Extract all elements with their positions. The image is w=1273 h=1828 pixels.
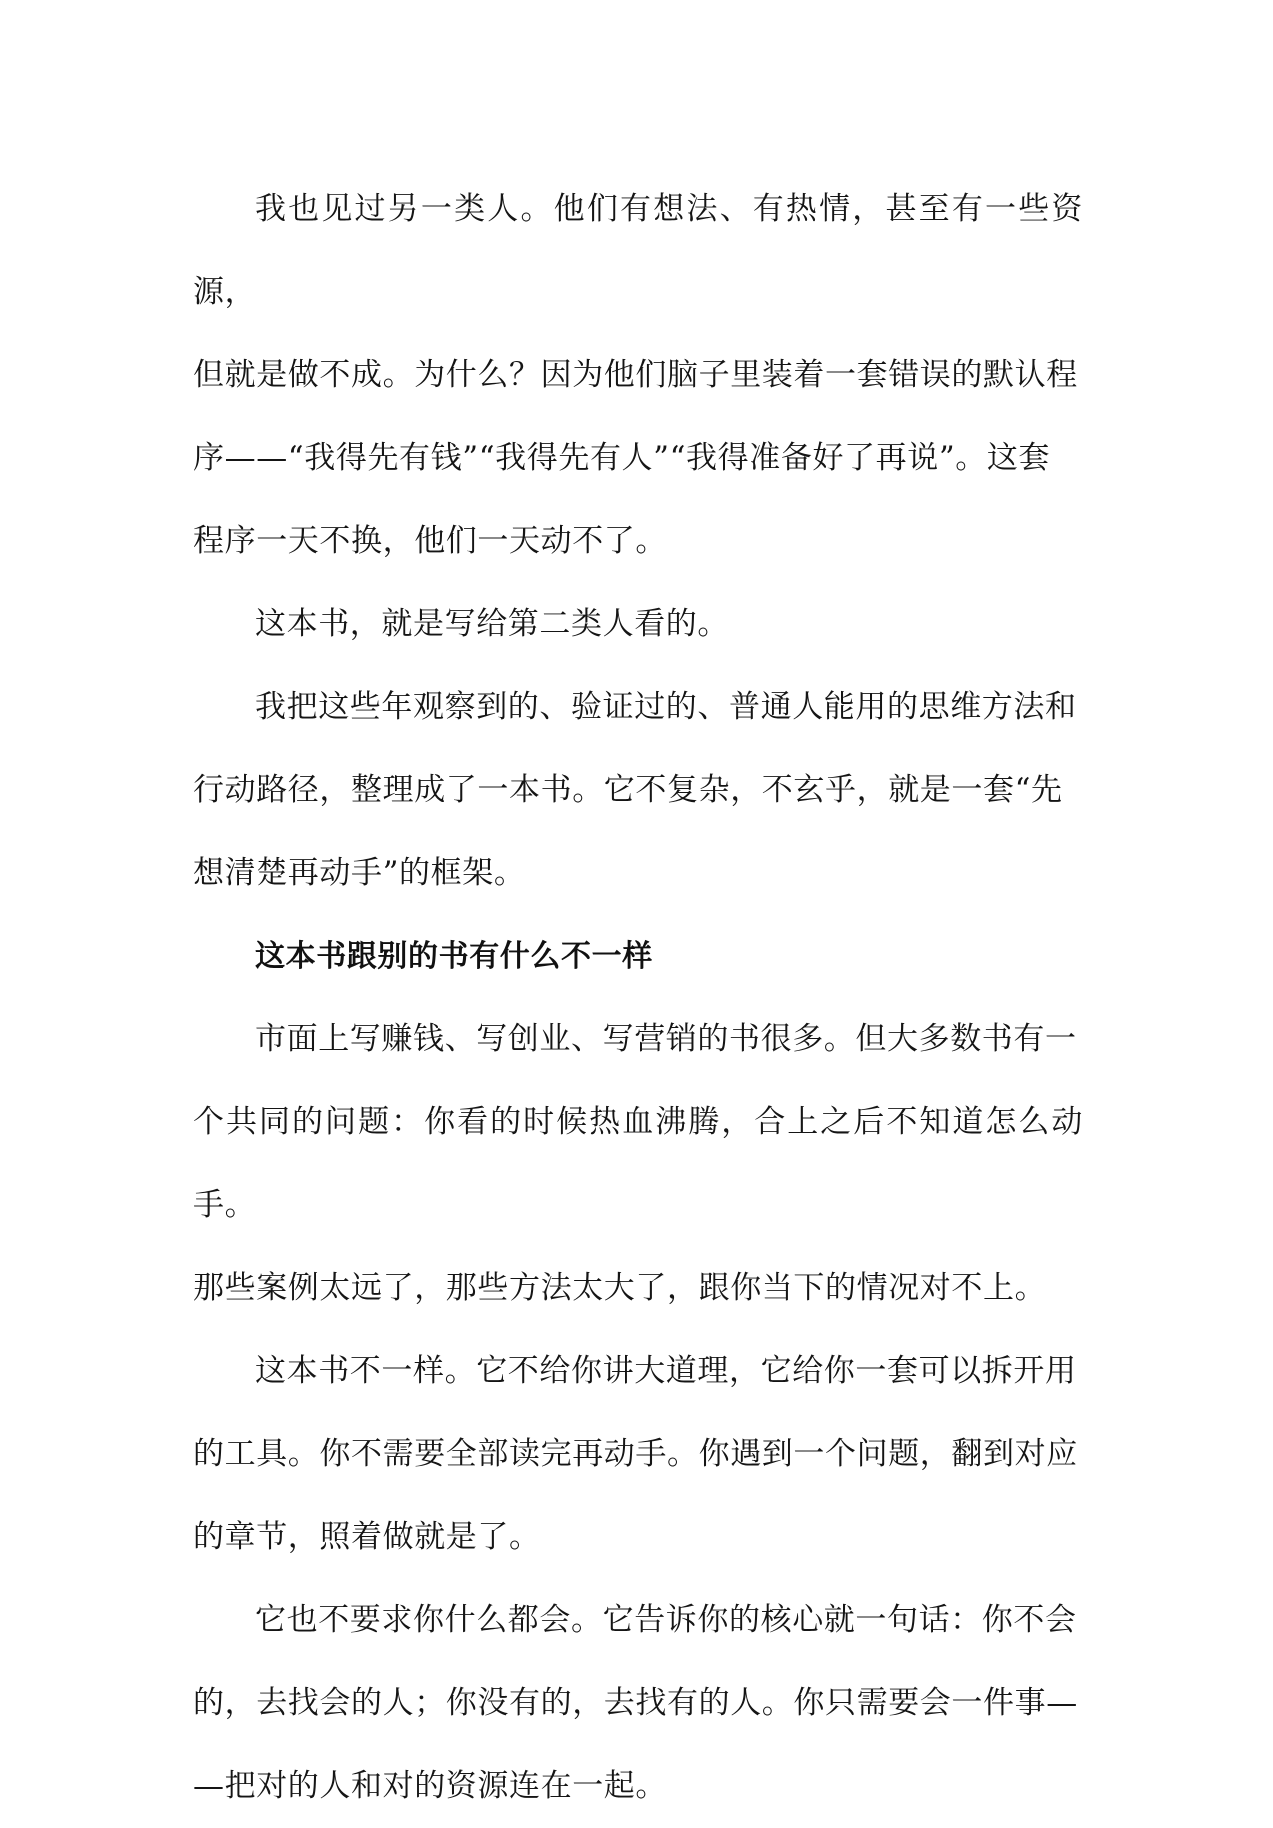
document-body [193, 168, 1083, 1828]
text-line: 的章节，照着做就是了。 [193, 1519, 541, 1555]
paragraph-2 [193, 583, 1083, 666]
text-line: 市面上写赚钱、写创业、写营销的书很多。但大多数书有一 [255, 1021, 1077, 1057]
text-line: 想清楚再动手”的框架。 [193, 855, 526, 891]
text-line: 程序一天不换，他们一天动不了。 [193, 523, 667, 559]
section-heading: 这本书跟别的书有什么不一样 [255, 939, 653, 974]
text-line: 但就是做不成。为什么？因为他们脑子里装着一套错误的默认程 [193, 357, 1078, 393]
paragraph-6 [193, 1579, 1083, 1828]
text-line: 个共同的问题：你看的时候热血沸腾，合上之后不知道怎么动手。 [193, 1104, 1083, 1223]
text-line: 我把这些年观察到的、验证过的、普通人能用的思维方法和 [255, 689, 1077, 725]
paragraph-4 [193, 998, 1083, 1330]
text-line: 我也见过另一类人。他们有想法、有热情，甚至有一些资源， [193, 191, 1083, 310]
text-line: 这本书不一样。它不给你讲大道理，它给你一套可以拆开用 [255, 1353, 1077, 1389]
text-line: 行动路径，整理成了一本书。它不复杂，不玄乎，就是一套“先 [193, 772, 1063, 808]
text-line: —把对的人和对的资源连在一起。 [193, 1768, 667, 1804]
text-line: 的，去找会的人；你没有的，去找有的人。你只需要会一件事— [193, 1685, 1078, 1721]
text-line: 这本书，就是写给第二类人看的。 [255, 606, 729, 642]
text-line: 那些案例太远了，那些方法太大了，跟你当下的情况对不上。 [193, 1270, 1047, 1306]
paragraph-1 [193, 168, 1083, 583]
text-line: 它也不要求你什么都会。它告诉你的核心就一句话：你不会 [255, 1602, 1077, 1638]
text-line: 的工具。你不需要全部读完再动手。你遇到一个问题，翻到对应 [193, 1436, 1078, 1472]
paragraph-3 [193, 666, 1083, 915]
paragraph-5 [193, 1330, 1083, 1579]
text-line: 序——“我得先有钱”“我得先有人”“我得准备好了再说”。这套 [193, 440, 1051, 476]
